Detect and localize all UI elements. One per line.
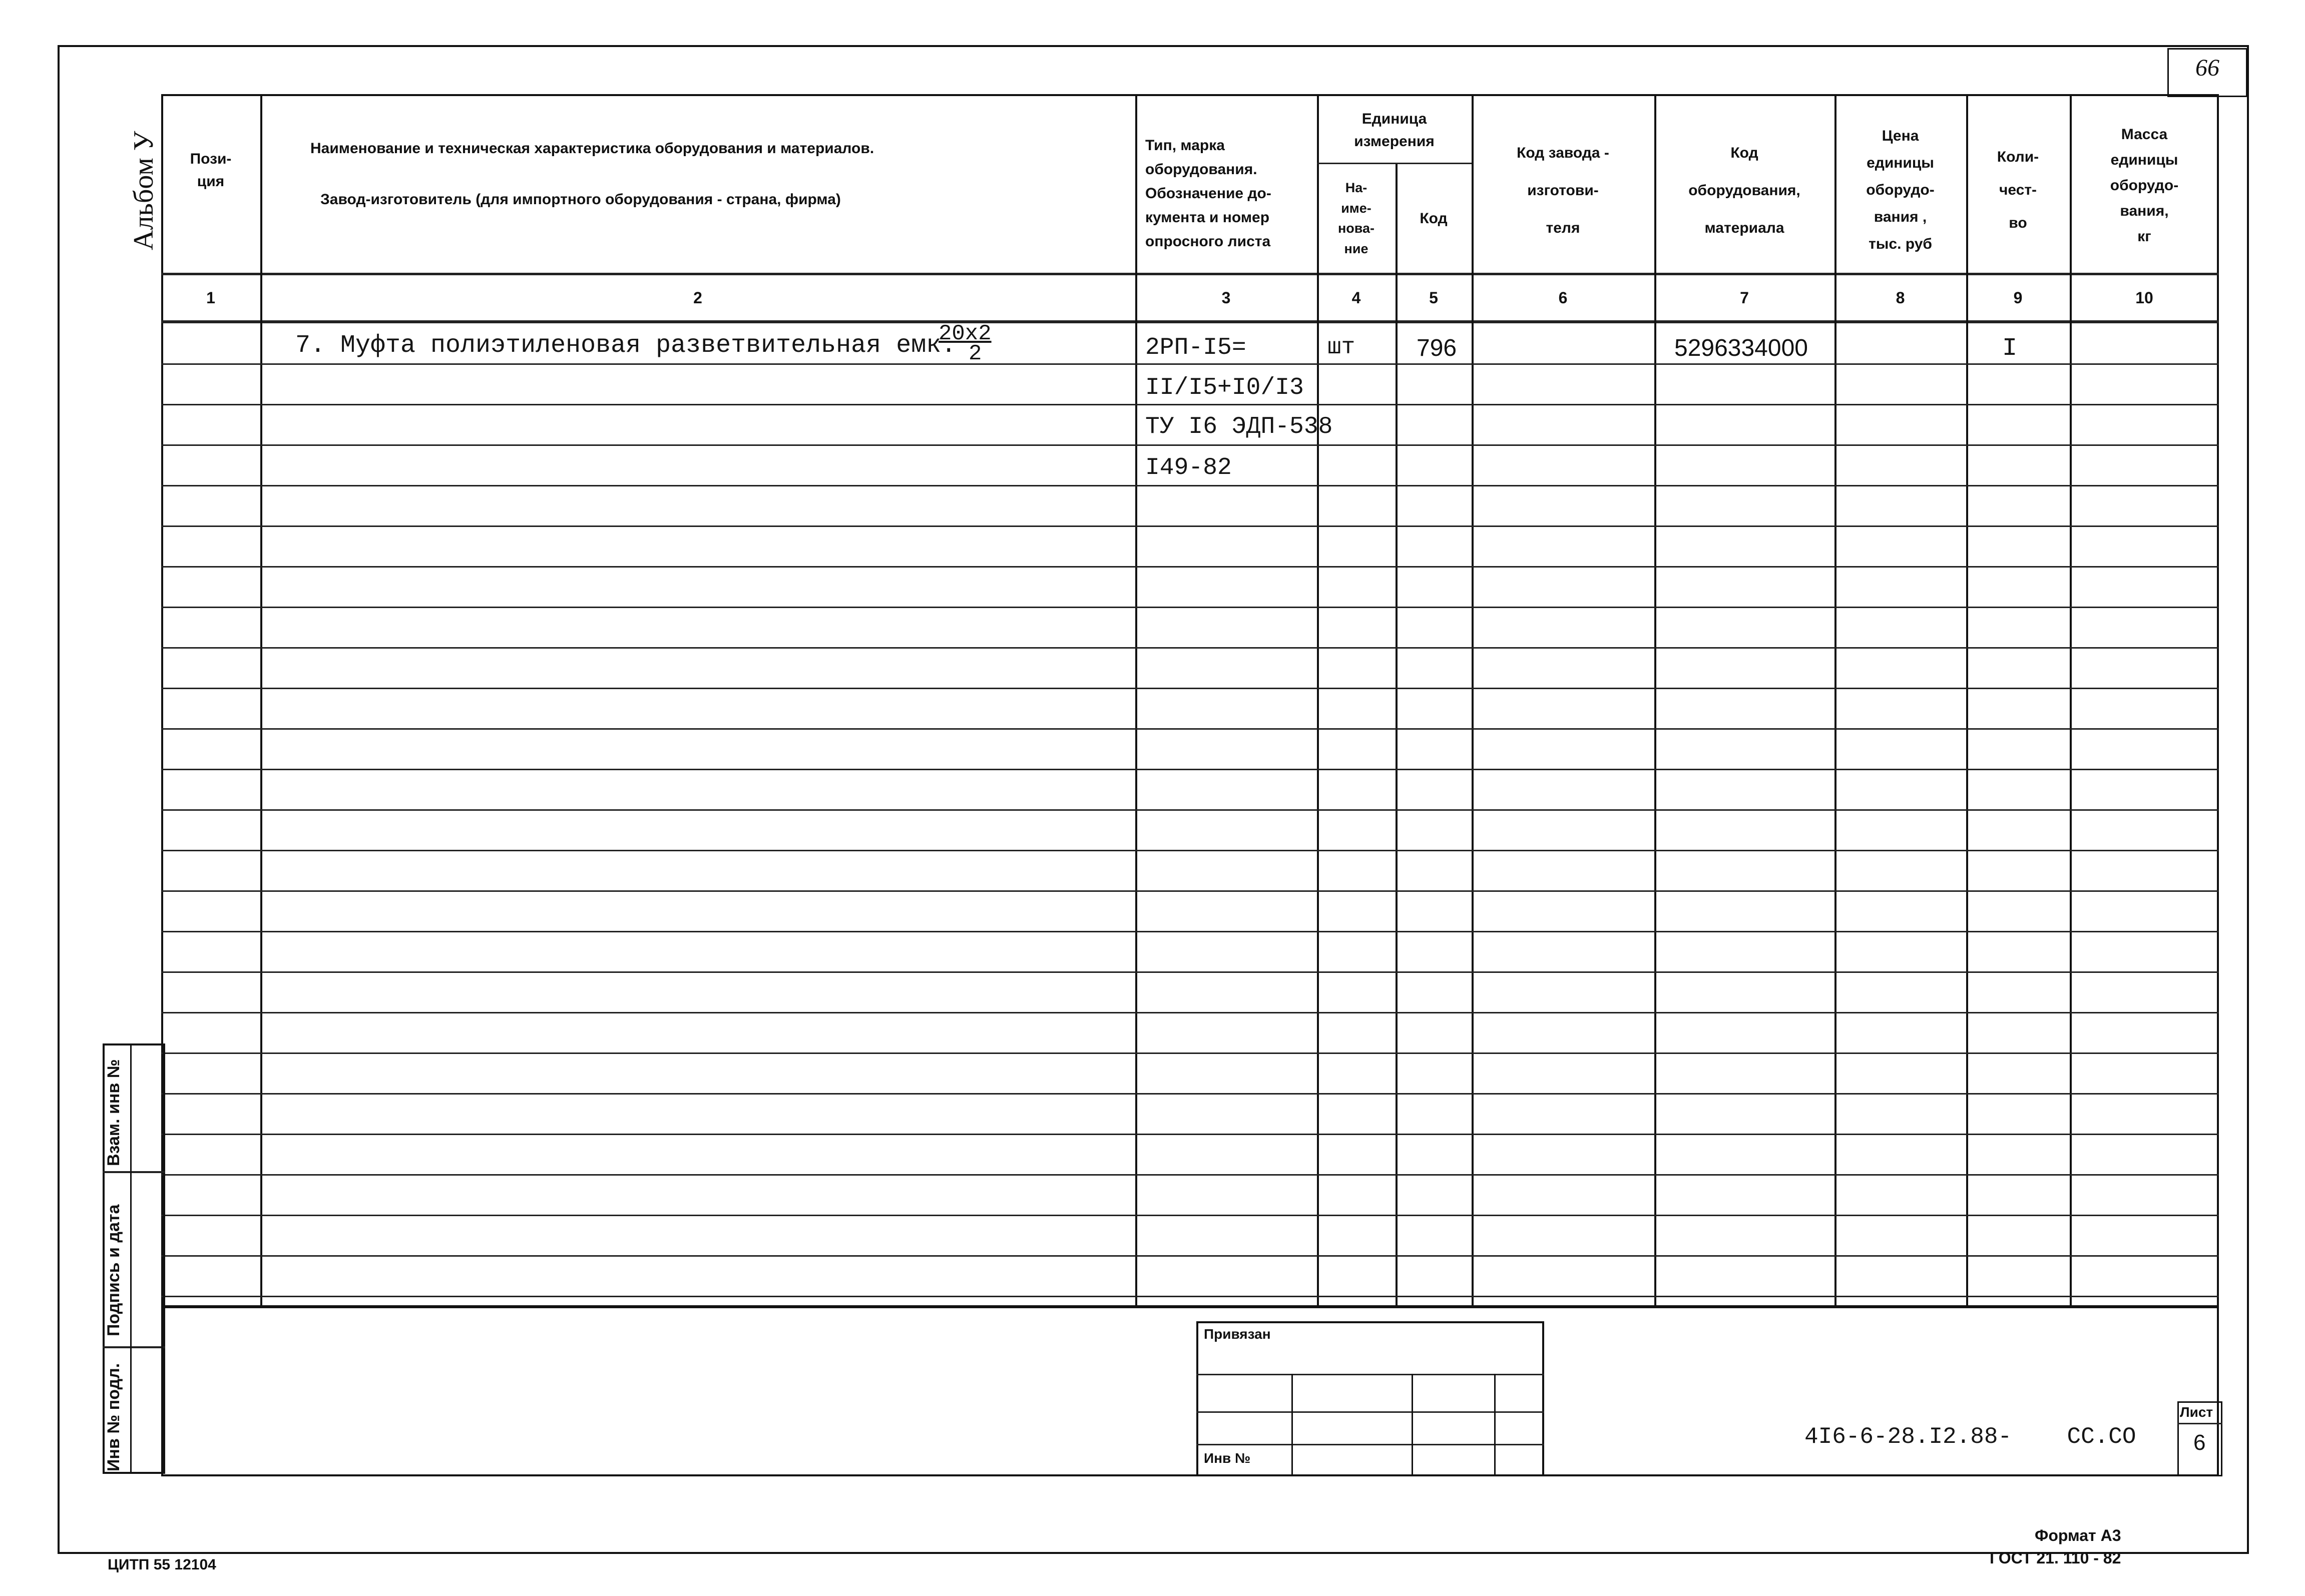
vzam-inv-label: Взам. инв № <box>104 1059 123 1166</box>
privyazan-col-2 <box>1412 1374 1413 1476</box>
colnum-1: 1 <box>206 289 215 307</box>
table-row-line <box>161 1215 2219 1216</box>
colnum-4: 4 <box>1351 289 1361 307</box>
colnum-9: 9 <box>2013 289 2023 307</box>
type-line-4: I49-82 <box>1145 454 1232 481</box>
item-name: 7. Муфта полиэтиленовая разветвительная емк. <box>295 331 957 360</box>
album-label: Альбом У <box>128 131 159 250</box>
table-row-line <box>161 1134 2219 1135</box>
table-row-line <box>161 607 2219 608</box>
table-row-line <box>161 485 2219 486</box>
header-equipment-code: Код оборудования, материала <box>1688 144 1800 236</box>
side-stamp-div-1 <box>103 1171 165 1173</box>
colnum-2: 2 <box>693 289 702 307</box>
header-name-line2: Завод-изготовитель (для импортного оборудования - страна, фирма) <box>320 191 841 208</box>
sheet-label: Лист <box>2180 1404 2213 1420</box>
sheet-box-divider <box>2177 1423 2222 1424</box>
designation: 4I6-6-28.I2.88- СС.СО <box>1804 1424 2136 1450</box>
colnum-5: 5 <box>1429 289 1438 307</box>
table-row-line <box>161 1052 2219 1054</box>
header-unit-mass: Масса единицы оборудо- вания, кг <box>2110 126 2179 245</box>
unit-name: шт <box>1327 334 1355 360</box>
table-row-line <box>161 525 2219 527</box>
table-row-line <box>161 850 2219 851</box>
format-label: Формат А3 <box>2035 1526 2121 1544</box>
quantity: I <box>2002 334 2018 363</box>
header-unit-price: Цена единицы оборудо- вания , тыс. руб <box>1866 128 1935 252</box>
table-row-line <box>161 363 2219 365</box>
table-row-line <box>161 1255 2219 1257</box>
col-line-4 <box>1396 163 1398 1307</box>
header-type-mark: Тип, марка оборудования. Обозначение до- кумента и номер опросного листа <box>1145 137 1271 250</box>
privyazan-label: Привязан <box>1204 1326 1271 1342</box>
table-row-line <box>161 444 2219 446</box>
sheet-corner-number: 66 <box>2195 55 2219 81</box>
table-row-line <box>161 931 2219 932</box>
fraction-bottom: 2 <box>969 341 982 366</box>
type-line-1: 2РП-I5= <box>1145 334 1246 361</box>
colnum-8: 8 <box>1896 289 1905 307</box>
ctp-label: ЦИТП 55 12104 <box>108 1556 216 1573</box>
table-row-line <box>161 1012 2219 1013</box>
table-row-line <box>161 890 2219 892</box>
bottom-stamp <box>161 1306 2219 1476</box>
privyazan-row-1 <box>1196 1374 1544 1375</box>
signature-date-label: Подпись и дата <box>104 1204 123 1336</box>
gost-label: ГОСТ 21. 110 - 82 <box>1990 1549 2121 1567</box>
colnum-7: 7 <box>1740 289 1749 307</box>
header-unit-group: Единица измерения <box>1354 111 1435 150</box>
colnum-10: 10 <box>2135 289 2153 307</box>
type-line-3: ТУ I6 ЭДП-538 <box>1145 413 1333 440</box>
column-number-divider <box>161 320 2219 323</box>
header-unit-code: Код <box>1420 210 1448 227</box>
table-row-line <box>161 809 2219 811</box>
table-row-line <box>161 728 2219 730</box>
side-stamp-inner <box>130 1043 132 1474</box>
inv-no-label: Инв № <box>1204 1450 1251 1466</box>
privyazan-row-3 <box>1196 1444 1544 1445</box>
fraction-top: 20х2 <box>939 321 992 346</box>
colnum-3: 3 <box>1221 289 1231 307</box>
type-line-2: II/I5+I0/I3 <box>1145 374 1304 401</box>
unit-group-divider <box>1317 163 1472 164</box>
privyazan-col-3 <box>1494 1374 1496 1476</box>
privyazan-row-2 <box>1196 1411 1544 1413</box>
colnum-6: 6 <box>1558 289 1568 307</box>
table-row-line <box>161 769 2219 770</box>
sheet-number: 6 <box>2193 1430 2206 1455</box>
side-stamp-div-2 <box>103 1346 165 1348</box>
table-row-line <box>161 1296 2219 1297</box>
header-unit-name: На- име- нова- ние <box>1337 180 1375 256</box>
table-row-line <box>161 566 2219 568</box>
table-row-line <box>161 1174 2219 1176</box>
table-row-line <box>161 404 2219 405</box>
inv-orig-label: Инв № подл. <box>104 1363 123 1471</box>
header-quantity: Коли- чест- во <box>1997 149 2039 231</box>
table-row-line <box>161 688 2219 689</box>
table-row-line <box>161 1093 2219 1095</box>
privyazan-col-1 <box>1291 1374 1293 1476</box>
header-manufacturer-code: Код завода - изготови- теля <box>1517 144 1609 236</box>
unit-code: 796 <box>1417 335 1457 361</box>
table-row-line <box>161 647 2219 649</box>
equipment-code: 5296334000 <box>1674 335 1808 361</box>
header-position: Пози- ция <box>190 151 232 190</box>
header-name-line1: Наименование и техническая характеристика оборудования и материалов. <box>310 140 874 157</box>
table-row-line <box>161 971 2219 973</box>
